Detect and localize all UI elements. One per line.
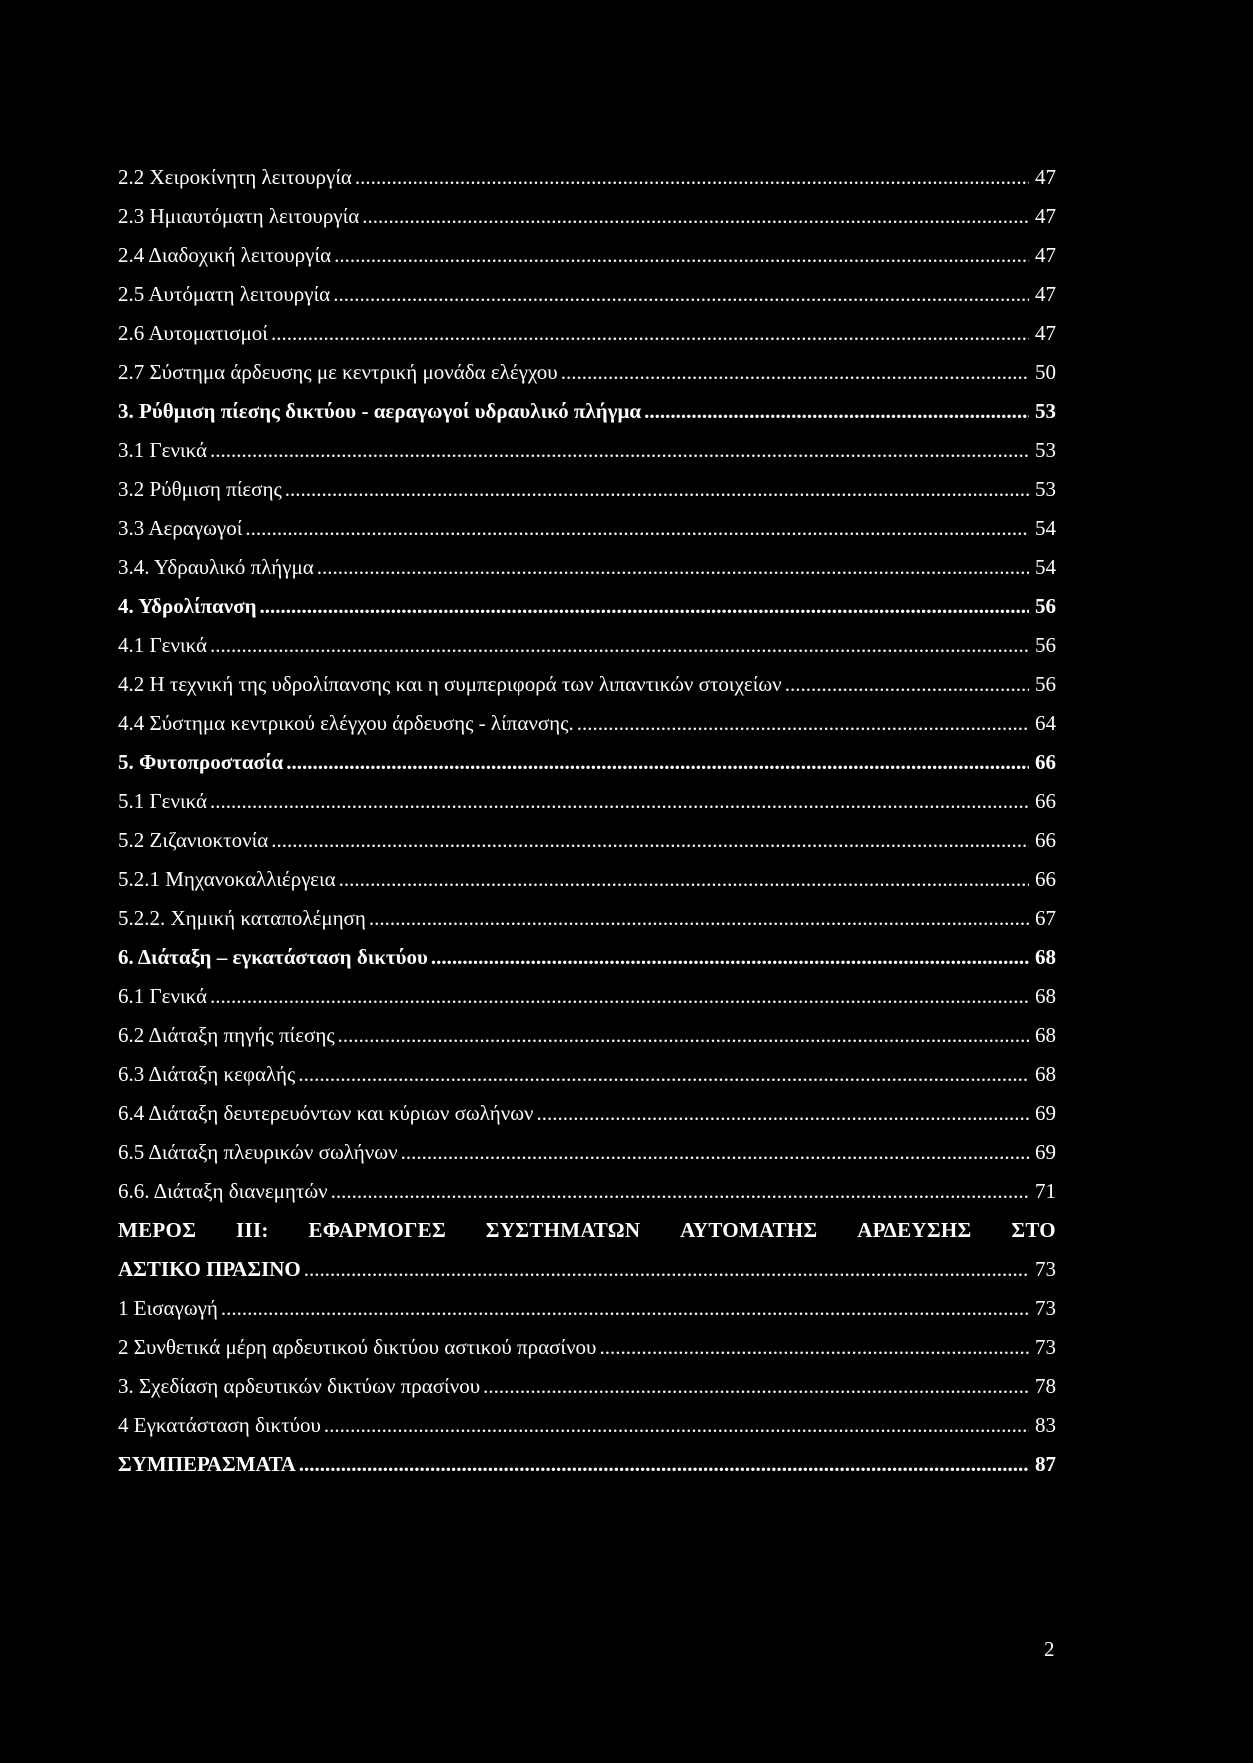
toc-entry[interactable] [118,743,1056,782]
dot-leader [331,1172,1029,1211]
dot-leader [334,236,1029,275]
toc-entry-page: 71 [1035,1179,1056,1203]
toc-entry[interactable] [118,392,1056,431]
toc-entry-label: 6. Διάταξη – εγκατάσταση δικτύου [118,945,428,969]
toc-entry-page: 68 [1035,1062,1056,1086]
toc-entry[interactable] [118,1094,1056,1133]
dot-leader [324,1406,1029,1445]
toc-entry-label: 2.2 Χειροκίνητη λειτουργία [118,165,352,189]
toc-entry-page: 47 [1035,165,1056,189]
toc-entry-label: 6.4 Διάταξη δευτερευόντων και κύριων σωλήνων [118,1101,534,1125]
toc-entry-page: 53 [1035,477,1056,501]
toc-entry-page: 66 [1035,750,1056,774]
dot-leader [210,431,1029,470]
toc-entry[interactable] [118,314,1056,353]
toc-entry-page: 53 [1035,438,1056,462]
dot-leader [401,1133,1029,1172]
toc-entry-page: 87 [1035,1452,1056,1476]
toc-entry[interactable] [118,470,1056,509]
dot-leader [260,587,1030,626]
part-heading-word: ΑΥΤΟΜΑΤΗΣ [680,1218,818,1242]
toc-entry-page: 68 [1035,984,1056,1008]
toc-entry-label: 5.2 Ζιζανιοκτονία [118,828,269,852]
dot-leader [210,782,1029,821]
toc-entry-page: 47 [1035,204,1056,228]
dot-leader [299,1445,1029,1484]
toc-entry-label: 3.4. Υδραυλικό πλήγμα [118,555,314,579]
toc-entry-label: ΑΣΤΙΚΟ ΠΡΑΣΙΝΟ [118,1257,301,1281]
part-heading-word: ΕΦΑΡΜΟΓΕΣ [308,1218,447,1242]
toc-entry[interactable] [118,236,1056,275]
toc-entry-label: 5. Φυτοπροστασία [118,750,284,774]
part-heading-word: ΣΤΟ [1011,1218,1056,1242]
toc-entry-label: 4.2 Η τεχνική της υδρολίπανσης και η συμπεριφορά των λιπαντικών στοιχείων [118,672,782,696]
toc-entry[interactable] [118,1172,1056,1211]
dot-leader [338,1016,1029,1055]
dot-leader [561,353,1029,392]
toc-entry-label: 6.6. Διάταξη διανεμητών [118,1179,328,1203]
dot-leader [599,1328,1029,1367]
toc-entry[interactable] [118,548,1056,587]
toc-entry[interactable] [118,1367,1056,1406]
toc-entry-page: 56 [1035,594,1056,618]
toc-entry-page: 73 [1035,1296,1056,1320]
page-number: 2 [1044,1637,1055,1661]
toc-entry-page: 53 [1035,399,1056,423]
toc-entry[interactable] [118,782,1056,821]
dot-leader [298,1055,1029,1094]
toc-entry-label: 2.4 Διαδοχική λειτουργία [118,243,332,267]
dot-leader [304,1250,1029,1289]
toc-entry[interactable] [118,431,1056,470]
toc-entry-page: 83 [1035,1413,1056,1437]
toc-entry-page: 56 [1035,672,1056,696]
toc-entry-page: 68 [1035,945,1056,969]
toc-entry[interactable] [118,1406,1056,1445]
toc-entry-label: 5.2.2. Χημική καταπολέμηση [118,906,366,930]
toc-entry-label: 4.4 Σύστημα κεντρικού ελέγχου άρδευσης - λίπανσης. [118,711,574,735]
toc-entry-page: 47 [1035,321,1056,345]
toc-entry[interactable] [118,509,1056,548]
dot-leader [339,860,1029,899]
toc-entry[interactable] [118,1445,1056,1484]
toc-entry-page: 68 [1035,1023,1056,1047]
part-heading-word: ΙΙΙ: [236,1218,269,1242]
toc-entry-label: 6.2 Διάταξη πηγής πίεσης [118,1023,335,1047]
toc-entry[interactable] [118,665,1056,704]
dot-leader [431,938,1029,977]
toc-entry[interactable] [118,1328,1056,1367]
dot-leader [333,275,1029,314]
toc-entry[interactable] [118,821,1056,860]
toc-entry-label: 3.3 Αεραγωγοί [118,516,243,540]
dot-leader [285,470,1029,509]
toc-entry[interactable] [118,197,1056,236]
toc-entry[interactable] [118,275,1056,314]
toc-entry-page: 69 [1035,1101,1056,1125]
toc-entry-label: 4. Υδρολίπανση [118,594,257,618]
toc-entry-page: 66 [1035,789,1056,813]
toc-entry[interactable] [118,899,1056,938]
toc-entry-page: 69 [1035,1140,1056,1164]
table-of-contents [118,158,1056,1484]
toc-entry-label: ΣΥΜΠΕΡΑΣΜΑΤΑ [118,1452,296,1476]
toc-entry-page: 78 [1035,1374,1056,1398]
dot-leader [577,704,1029,743]
toc-entry-label: 5.1 Γενικά [118,789,208,813]
toc-entry-label: 4 Εγκατάσταση δικτύου [118,1413,321,1437]
toc-entry-label: 2.3 Ημιαυτόματη λειτουργία [118,204,360,228]
toc-entry-page: 47 [1035,282,1056,306]
dot-leader [286,743,1029,782]
toc-entry[interactable] [118,1289,1056,1328]
toc-entries-group [118,158,1056,1211]
dot-leader [369,899,1029,938]
toc-entry[interactable] [118,158,1056,197]
toc-entry-label: 3.2 Ρύθμιση πίεσης [118,477,282,501]
toc-entry-label: 2.5 Αυτόματη λειτουργία [118,282,331,306]
dot-leader [644,392,1029,431]
toc-entry-label: 1 Εισαγωγή [118,1296,218,1320]
dot-leader [221,1289,1029,1328]
toc-entry[interactable] [118,704,1056,743]
toc-entry[interactable] [118,977,1056,1016]
toc-entry-label: 3. Σχεδίαση αρδευτικών δικτύων πρασίνου [118,1374,481,1398]
toc-entry[interactable] [118,1055,1056,1094]
toc-entry-page: 73 [1035,1257,1056,1281]
dot-leader [483,1367,1029,1406]
toc-entry-label: 2 Συνθετικά μέρη αρδευτικού δικτύου αστικού πρασίνου [118,1335,597,1359]
dot-leader [271,314,1029,353]
part-heading-word: ΜΕΡΟΣ [118,1218,197,1242]
toc-entry[interactable] [118,353,1056,392]
toc-entry[interactable] [118,626,1056,665]
toc-entry-label: 4.1 Γενικά [118,633,208,657]
dot-leader [537,1094,1029,1133]
dot-leader [271,821,1029,860]
toc-entry[interactable] [118,1016,1056,1055]
dot-leader [362,197,1029,236]
part-heading-word: ΑΡΔΕΥΣΗΣ [857,1218,972,1242]
dot-leader [785,665,1029,704]
toc-entry-page: 66 [1035,867,1056,891]
toc-entry-label: 2.6 Αυτοματισμοί [118,321,268,345]
toc-entry-label: 3. Ρύθμιση πίεσης δικτύου - αεραγωγοί υδραυλικό πλήγμα [118,399,642,423]
toc-entry-page: 73 [1035,1335,1056,1359]
toc-entry-label: 6.3 Διάταξη κεφαλής [118,1062,296,1086]
toc-entry[interactable] [118,1250,1056,1289]
part-heading-word: ΣΥΣΤΗΜΑΤΩΝ [485,1218,641,1242]
toc-entry-page: 56 [1035,633,1056,657]
toc-entry-label: 2.7 Σύστημα άρδευσης με κεντρική μονάδα ελέγχου [118,360,558,384]
part-heading [118,1211,1056,1250]
toc-entries-group [118,1250,1056,1484]
toc-entry-label: 3.1 Γενικά [118,438,208,462]
toc-entry-page: 54 [1035,516,1056,540]
toc-entry-page: 67 [1035,906,1056,930]
toc-entry[interactable] [118,860,1056,899]
dot-leader [355,158,1029,197]
toc-entry[interactable] [118,1133,1056,1172]
toc-entry-page: 47 [1035,243,1056,267]
toc-entry-label: 5.2.1 Μηχανοκαλλιέργεια [118,867,336,891]
dot-leader [245,509,1029,548]
dot-leader [210,626,1029,665]
toc-entry[interactable] [118,587,1056,626]
dot-leader [317,548,1029,587]
toc-entry-page: 50 [1035,360,1056,384]
toc-entry-label: 6.1 Γενικά [118,984,208,1008]
toc-entry-page: 66 [1035,828,1056,852]
toc-entry-page: 54 [1035,555,1056,579]
dot-leader [210,977,1029,1016]
toc-entry-label: 6.5 Διάταξη πλευρικών σωλήνων [118,1140,398,1164]
toc-entry[interactable] [118,938,1056,977]
toc-entry-page: 64 [1035,711,1056,735]
